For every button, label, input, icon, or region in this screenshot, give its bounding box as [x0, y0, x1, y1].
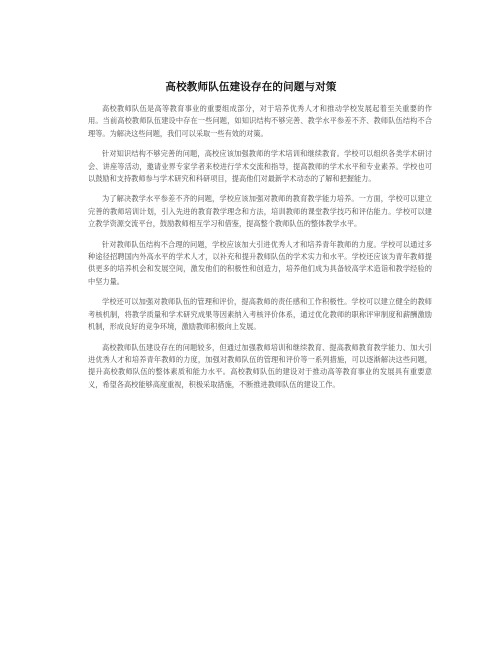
paragraph-team-structure: 针对教师队伍结构不合理的问题，学校应该加大引进优秀人才和培养青年教师的力度。学校可以通过多种途径招聘国内外高水平的学术人才，以补充和提升教师队伍的学术实力和水平。学校还应该为青年教师提供更多的培养机会和发展空间，激发他们的积极性和创造力，培养他们成为具备较高学术造诣和教学经验的中坚力量。 [88, 239, 432, 286]
paragraph-knowledge-structure: 针对知识结构不够完善的问题，高校应该加强教师的学术培训和继续教育。学校可以组织各类学术研讨会、讲座等活动，邀请业界专家学者来校进行学术交流和指导，提高教师的学术水平和专业素养。学校也可以鼓励和支持教师参与学术研究和科研项目，提高他们对最新学术动态的了解和把握能力。 [88, 149, 432, 184]
paragraph-teaching-level: 为了解决教学水平参差不齐的问题，学校应该加强对教师的教育教学能力培养。一方面，学校可以建立完善的教师培训计划，引入先进的教育教学理念和方法，培训教师的课堂教学技巧和评估能力。学校可以建立教学资源交流平台，鼓励教师相互学习和借鉴，提高整个教师队伍的整体教学水平。 [88, 194, 432, 229]
paragraph-conclusion: 高校教师队伍建设存在的问题较多，但通过加强教师培训和继续教育、提高教师教育教学能力、加大引进优秀人才和培养青年教师的力度，加强对教师队伍的管理和评价等一系列措施，可以逐渐解决这些问题，提升高校教师队伍的整体素质和能力水平。高校教师队伍的建设对于推动高等教育事业的发展具有重要意义，希望各高校能够高度重视，积极采取措施，不断推进教师队伍的建设工作。 [88, 342, 432, 389]
document-body [88, 103, 432, 399]
paragraph-management-evaluation: 学校还可以加强对教师队伍的管理和评价，提高教师的责任感和工作积极性。学校可以建立健全的教师考核机制，将教学质量和学术研究成果等因素纳入考核评价体系，通过优化教师的职称评审制度和薪酬激励机制，形成良好的竞争环境，激励教师积极向上发展。 [88, 297, 432, 332]
document-title: 高校教师队伍建设存在的问题与对策 [165, 81, 337, 93]
paragraph-intro: 高校教师队伍是高等教育事业的重要组成部分，对于培养优秀人才和推动学校发展起着至关重要的作用。当前高校教师队伍建设中存在一些问题，如知识结构不够完善、教学水平参差不齐、教师队伍结构不合理等。为解决这些问题，我们可以采取一些有效的对策。 [88, 104, 432, 138]
